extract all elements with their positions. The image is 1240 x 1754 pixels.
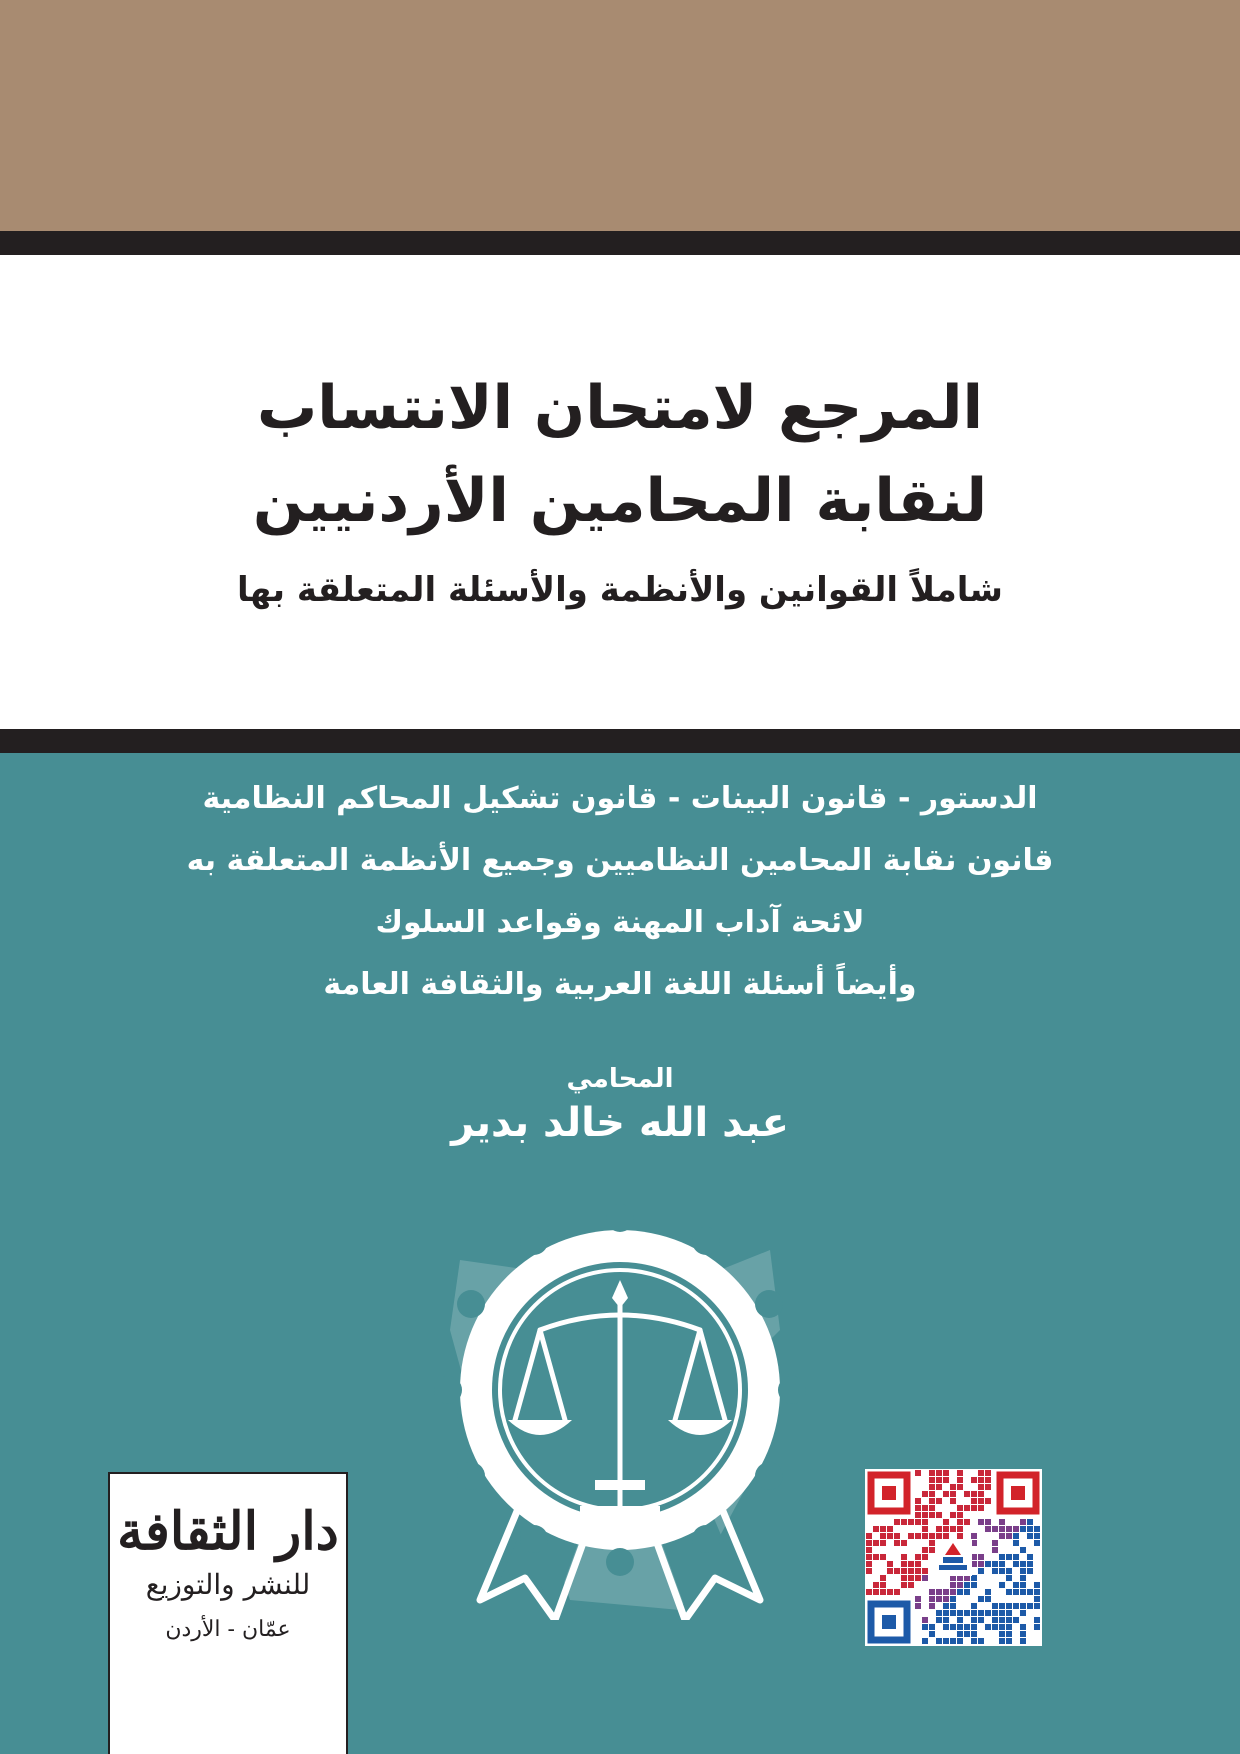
book-title-line-1: المرجع لامتحان الانتساب: [256, 373, 984, 443]
scales-of-justice-rosette-icon: [420, 1180, 820, 1620]
qr-code-icon: [865, 1469, 1042, 1646]
book-title-line-2: لنقابة المحامين الأردنيين: [252, 466, 988, 536]
author-name: عبد الله خالد بدير: [451, 1100, 789, 1146]
topics-list: [120, 768, 1120, 1016]
bottom-divider-rule: [0, 729, 1240, 753]
author-label: المحامي: [566, 1064, 674, 1094]
top-color-band: [0, 0, 1240, 231]
book-subtitle: شاملاً القوانين والأنظمة والأسئلة المتعلقة بها: [237, 570, 1003, 610]
topic-item: الدستور - قانون البينات - قانون تشكيل المحاكم النظامية: [202, 781, 1038, 816]
topic-item: لائحة آداب المهنة وقواعد السلوك: [375, 905, 865, 940]
publisher-city: عمّان - الأردن: [165, 1617, 291, 1642]
topic-item: قانون نقابة المحامين النظاميين وجميع الأنظمة المتعلقة به: [186, 843, 1054, 878]
top-divider-rule: [0, 231, 1240, 255]
publisher-subtitle: للنشر والتوزيع: [145, 1568, 311, 1601]
publisher-name: دار الثقافة: [117, 1501, 339, 1562]
topic-item: وأيضاً أسئلة اللغة العربية والثقافة العامة: [323, 967, 917, 1002]
qr-code[interactable]: [865, 1469, 1042, 1646]
publisher-logo: [108, 1472, 348, 1754]
